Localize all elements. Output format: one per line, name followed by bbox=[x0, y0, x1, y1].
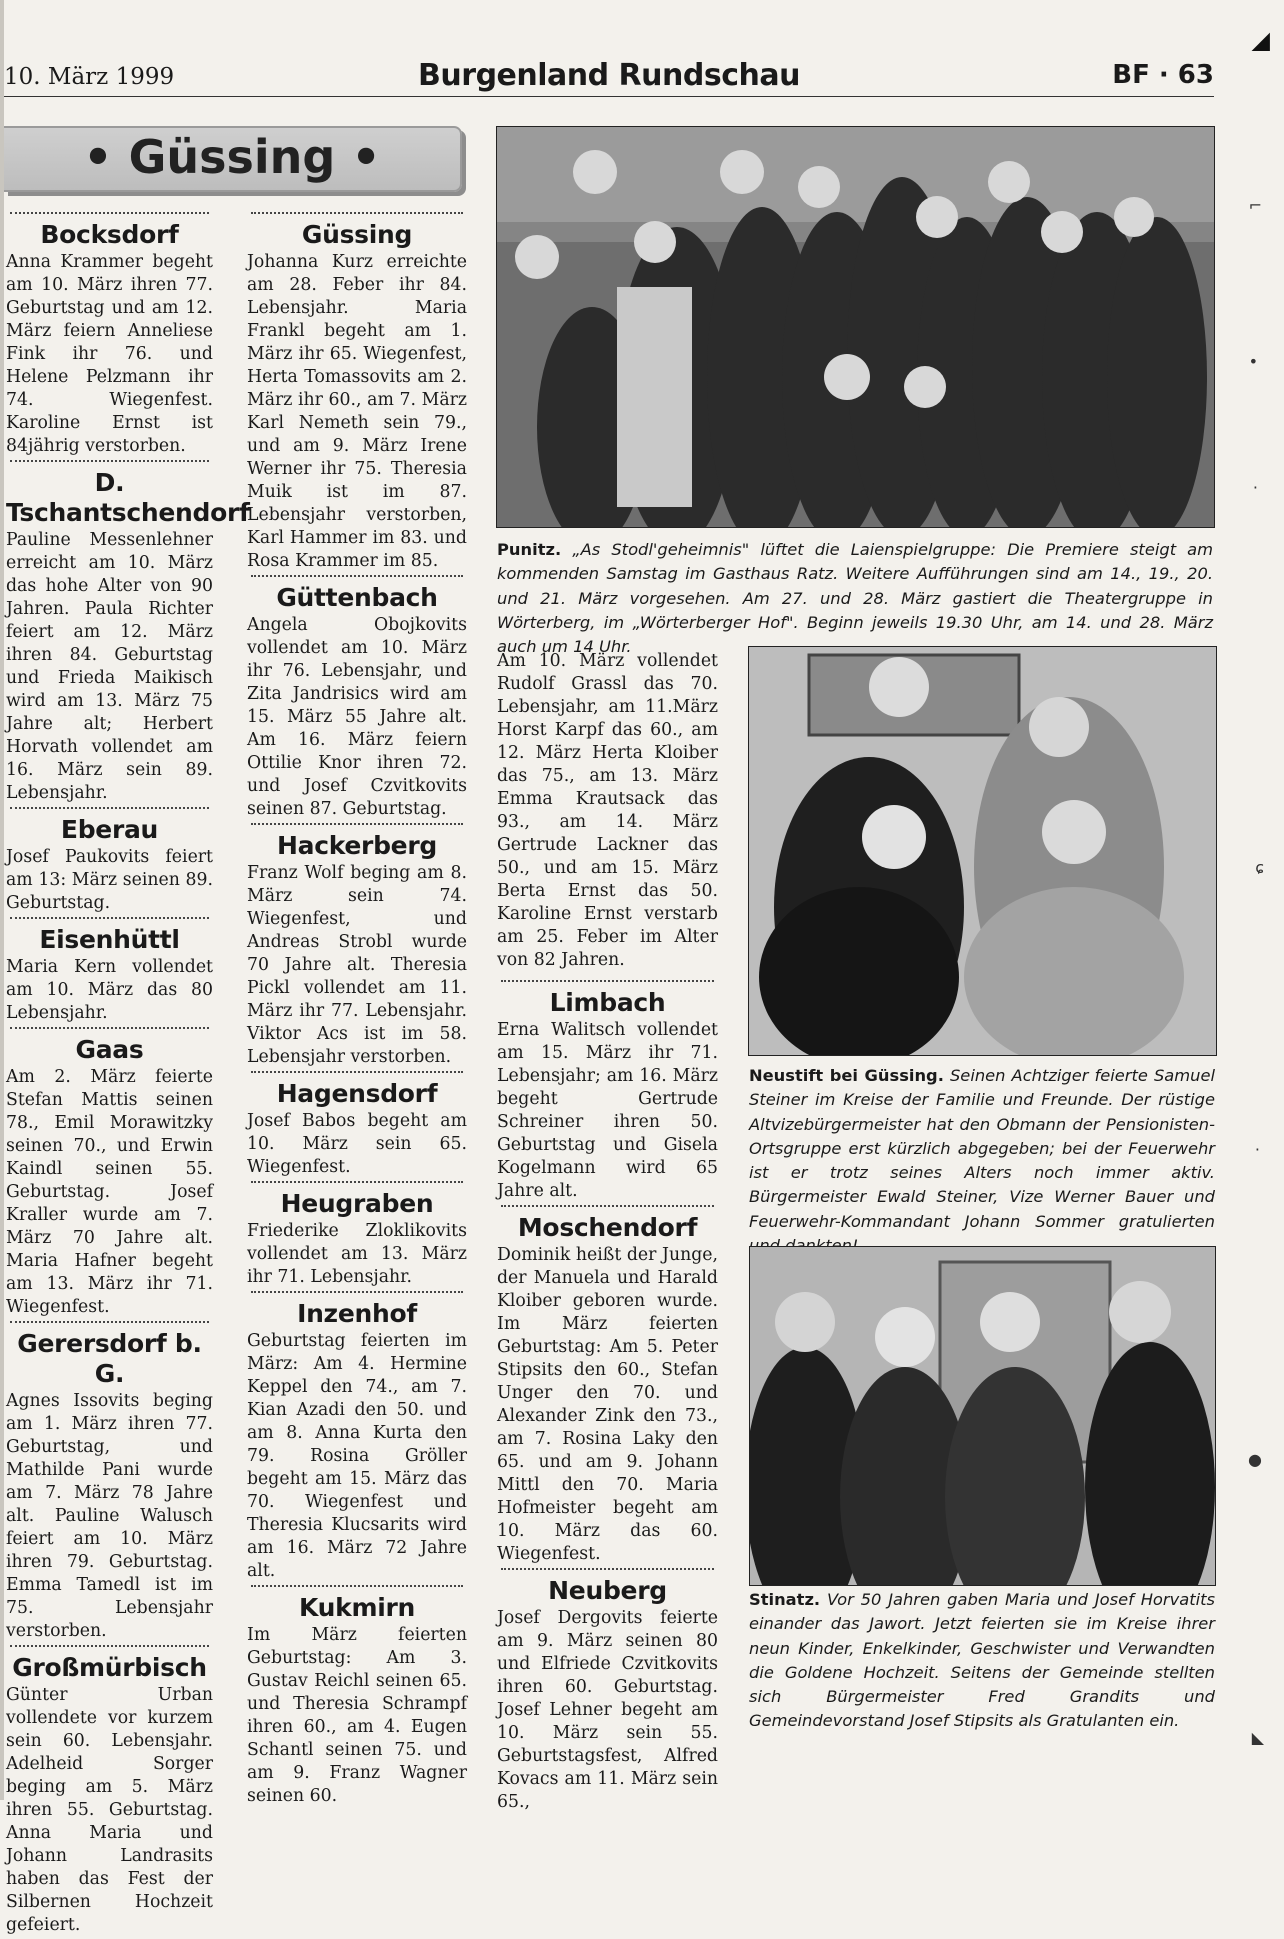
entry-text: Friederike Zloklikovits vollendet am 13. März ihr 71. Lebensjahr. bbox=[247, 1221, 467, 1287]
dotted-divider bbox=[10, 1645, 209, 1647]
scan-mark-icon: ● bbox=[1248, 1450, 1262, 1469]
page-number: BF · 63 bbox=[1112, 60, 1214, 90]
news-entry bbox=[497, 980, 718, 1203]
caption-place: Neustift bei Güssing. bbox=[749, 1066, 944, 1085]
photo-caption-neustift bbox=[749, 1064, 1215, 1258]
dotted-divider bbox=[251, 575, 463, 577]
news-entry bbox=[247, 1585, 467, 1808]
scan-mark-icon: · bbox=[1254, 1140, 1260, 1159]
dotted-divider bbox=[10, 460, 209, 462]
dotted-divider bbox=[10, 212, 209, 214]
photo-punitz-theatre-group bbox=[496, 126, 1215, 528]
news-entry bbox=[247, 1181, 467, 1289]
dotted-divider bbox=[10, 1321, 209, 1323]
entry-text: Josef Babos begeht am 10. März sein 65. Wiegenfest. bbox=[247, 1111, 467, 1177]
middle-column bbox=[247, 212, 467, 1810]
scan-mark-icon: ⌐ bbox=[1248, 196, 1262, 215]
dotted-divider bbox=[251, 1291, 463, 1293]
dotted-divider bbox=[10, 807, 209, 809]
caption-text: Vor 50 Jahren gaben Maria und Josef Horvatits einander das Jawort. Jetzt feierten sie im Kreise ihrer neun Kinder, Enkelkinder, Geschwister und Verwandten die Goldene Hochzeit. Seitens der Gemeinde stellten sich Bürgermeister Fred Grandits und Gemeindevorstand Josef Stipsits als Gratulanten ein. bbox=[749, 1590, 1215, 1731]
town-heading: Großmürbisch bbox=[12, 1653, 207, 1682]
town-heading: Kukmirn bbox=[298, 1593, 415, 1622]
town-heading: Eisenhüttl bbox=[39, 925, 180, 954]
news-entry bbox=[247, 212, 467, 573]
town-heading: Güssing bbox=[301, 220, 413, 249]
entry-text: Josef Dergovits feierte am 9. März seinen 80 und Elfriede Czvitkovits ihren 60. Geburtstag. Josef Lehner begeht am 10. März sein 55. Geburtstagsfest, Alfred Kovacs am 11. März sein 65., bbox=[497, 1608, 718, 1812]
news-entry bbox=[6, 460, 250, 805]
news-entry bbox=[497, 1568, 718, 1814]
town-heading: Limbach bbox=[549, 988, 666, 1017]
dotted-divider bbox=[501, 1205, 714, 1207]
dotted-divider bbox=[251, 1181, 463, 1183]
page-binding-edge bbox=[0, 0, 4, 1800]
news-entry bbox=[247, 1291, 467, 1583]
town-heading: Inzenhof bbox=[297, 1299, 417, 1328]
entry-text: Maria Kern vollendet am 10. März das 80 Lebensjahr. bbox=[6, 957, 213, 1023]
entry-text: Agnes Issovits beging am 1. März ihren 77. Geburtstag, und Mathilde Pani wurde am 7. März 78 Jahre alt. Pauline Walusch feiert am 10. März ihren 79. Geburtstag. Emma Tamedl ist im 75. Lebensjahr verstorben. bbox=[6, 1391, 213, 1641]
entry-text: Angela Obojkovits vollendet am 10. März ihr 76. Lebensjahr, und Zita Jandrisics wird am 15. März 55 Jahre alt. Am 16. März feiern Ottilie Knor ihren 72. und Josef Czvitkovits seinen 87. Geburtstag. bbox=[247, 615, 467, 819]
town-heading: Neuberg bbox=[548, 1576, 667, 1605]
issue-date: 10. März 1999 bbox=[4, 64, 175, 90]
news-entry bbox=[6, 1321, 213, 1643]
entry-text: Franz Wolf beging am 8. März sein 74. Wiegenfest, und Andreas Strobl wurde 70 Jahre alt. Theresia Pickl vollendet am 11. März ihr 77. Lebensjahr. Viktor Acs ist im 58. Lebensjahr verstorben. bbox=[247, 863, 467, 1067]
entry-text: Erna Walitsch vollendet am 15. März ihr 71. Lebensjahr; am 16. März begeht Gertrude Schreiner ihren 50. Geburtstag und Gisela Kogelmann wird 65 Jahre alt. bbox=[497, 1020, 718, 1201]
town-heading: Moschendorf bbox=[517, 1213, 698, 1242]
entry-text: Anna Krammer begeht am 10. März ihren 77. Geburtstag und am 12. März feiern Anneliese Fink ihr 76. und Helene Pelzmann ihr 74. Wiegenfest. Karoline Ernst ist 84jährig verstorben. bbox=[6, 252, 213, 456]
dotted-divider bbox=[251, 212, 463, 214]
news-entry bbox=[6, 917, 213, 1025]
dotted-divider bbox=[251, 1585, 463, 1587]
entry-text: Dominik heißt der Junge, der Manuela und Harald Kloiber geboren wurde. Im März feierten Geburtstag: Am 5. Peter Stipsits den 60., Stefan Unger den 70. und Alexander Zink den 73., am 7. Rosina Laky den 65. und am 9. Johann Mittl den 70. Maria Hofmeister begeht am 10. März das 60. Wiegenfest. bbox=[497, 1245, 718, 1564]
news-entry bbox=[6, 807, 213, 915]
dotted-divider bbox=[10, 1027, 209, 1029]
left-column bbox=[6, 212, 250, 1939]
page-header bbox=[4, 58, 1214, 97]
town-heading: Hagensdorf bbox=[276, 1079, 438, 1108]
entry-text: Geburtstag feierten im März: Am 4. Hermine Keppel den 74., am 7. Kian Azadi den 50. und am 8. Anna Kurta den 79. Rosina Gröller begeht am 15. März das 70. Wiegenfest und Theresia Klucsarits wird am 16. März 72 Jahre alt. bbox=[247, 1331, 467, 1581]
dotted-divider bbox=[10, 917, 209, 919]
news-entry bbox=[247, 1071, 467, 1179]
town-heading: Gaas bbox=[75, 1035, 144, 1064]
caption-text: „As Stodl'geheimnis" lüftet die Laienspielgruppe: Die Premiere steigt am kommenden Samstag im Gasthaus Ratz. Weitere Aufführungen sind am 14., 19., 20. und 21. März vorgesehen. Am 27. und 28. März gastiert die Theatergruppe in Wörterberg, im „Wörterberger Hof". Beginn jeweils 19.30 Uhr, am 14. und 28. März auch um 14 Uhr. bbox=[497, 540, 1213, 657]
caption-place: Stinatz. bbox=[749, 1590, 821, 1609]
entry-text: Günter Urban vollendete vor kurzem sein 60. Lebensjahr. Adelheid Sorger beging am 5. März ihren 55. Geburtstag. Anna Maria und Johann Landrasits haben das Fest der Silbernen Hochzeit gefeiert. bbox=[6, 1685, 213, 1935]
entry-text: Pauline Messenlehner erreicht am 10. März das hohe Alter von 90 Jahren. Paula Richter feiert am 12. März ihren 84. Geburtstag und Frieda Maikisch wird am 13. März 75 Jahre alt; Herbert Horvath vollendet am 16. März sein 89. Lebensjahr. bbox=[6, 530, 213, 803]
news-entry bbox=[6, 1027, 213, 1319]
news-entry bbox=[247, 575, 467, 821]
entry-text: Johanna Kurz erreichte am 28. Feber ihr 84. Lebensjahr. Maria Frankl begeht am 1. März ihr 65. Wiegenfest, Herta Tomassovits am 2. März ihr 60., am 7. März Karl Nemeth sein 79., und am 9. März Irene Werner ihr 75. Theresia Muik ist im 87. Lebensjahr verstorben, Karl Hammer im 83. und Rosa Krammer im 85. bbox=[247, 252, 467, 571]
scan-mark-icon: ◣ bbox=[1251, 1728, 1264, 1747]
dotted-divider bbox=[251, 1071, 463, 1073]
news-entry bbox=[247, 823, 467, 1069]
registration-mark-icon: ◢ bbox=[1251, 26, 1270, 54]
news-entry bbox=[6, 1645, 213, 1937]
town-heading: Eberau bbox=[60, 815, 159, 844]
town-heading: Heugraben bbox=[280, 1189, 434, 1218]
newspaper-title: Burgenland Rundschau bbox=[418, 58, 800, 93]
town-heading: Güttenbach bbox=[276, 583, 438, 612]
news-entry bbox=[497, 1205, 718, 1566]
scan-mark-icon: ɕ bbox=[1255, 858, 1264, 877]
caption-text: Seinen Achtziger feierte Samuel Steiner im Kreise der Familie und Freunde. Der rüstige Altvizebürgermeister hat den Obmann der Pensionisten-Ortsgruppe erst kürzlich abgegeben; bei der Feuerwehr ist er trotz seines Alters noch immer aktiv. Bürgermeister Ewald Steiner, Vize Werner Bauer und Feuerwehr-Kommandant Johann Sommer gratulierten bbox=[749, 1066, 1215, 1231]
entry-text: Im März feierten Geburtstag: Am 3. Gustav Reichl seinen 65. und Theresia Schrampf ihren 60., am 4. Eugen Schantl seinen 75. und am 9. Franz Wagner seinen 60. bbox=[247, 1625, 467, 1806]
entry-text: Josef Paukovits feiert am 13: März seinen 89. Geburtstag. bbox=[6, 847, 213, 913]
news-entry bbox=[6, 212, 213, 458]
photo-caption-punitz bbox=[497, 538, 1213, 659]
section-banner bbox=[4, 126, 462, 192]
town-heading: Bocksdorf bbox=[40, 220, 179, 249]
scan-mark-icon: · bbox=[1252, 478, 1258, 497]
section-title: • Güssing • bbox=[83, 130, 381, 184]
town-heading: D. Tschantschendorf bbox=[6, 468, 250, 527]
dotted-divider bbox=[251, 823, 463, 825]
photo-caption-stinatz bbox=[749, 1588, 1215, 1734]
dotted-divider bbox=[501, 980, 714, 982]
scan-mark-icon: • bbox=[1248, 352, 1258, 371]
caption-place: Punitz. bbox=[497, 540, 562, 559]
entry-text: Am 10. März vollendet Rudolf Grassl das 70. Lebensjahr, am 11.März Horst Karpf das 60., am 12. März Herta Kloiber das 75., am 13. März Emma Krautsack das 93., am 14. März Gertrude Lackner das 50., und am 15. März Berta Ernst das 50. Karoline Ernst verstarb am 25. Feber im Alter von 82 Jahren. bbox=[497, 651, 718, 970]
right-column bbox=[497, 650, 718, 1816]
photo-neustift-birthday bbox=[748, 646, 1217, 1056]
dotted-divider bbox=[501, 1568, 714, 1570]
entry-text: Am 2. März feierte Stefan Mattis seinen 78., Emil Morawitzky seinen 70., und Erwin Kaindl seinen 55. Geburtstag. Josef Kraller wurde am 7. März 70 Jahre alt. Maria Hafner begeht am 13. März ihr 71. Wiegenfest. bbox=[6, 1067, 213, 1317]
town-heading: Hackerberg bbox=[277, 831, 437, 860]
town-heading: Gerersdorf b. G. bbox=[17, 1329, 202, 1388]
photo-stinatz-golden-wedding bbox=[749, 1246, 1216, 1586]
